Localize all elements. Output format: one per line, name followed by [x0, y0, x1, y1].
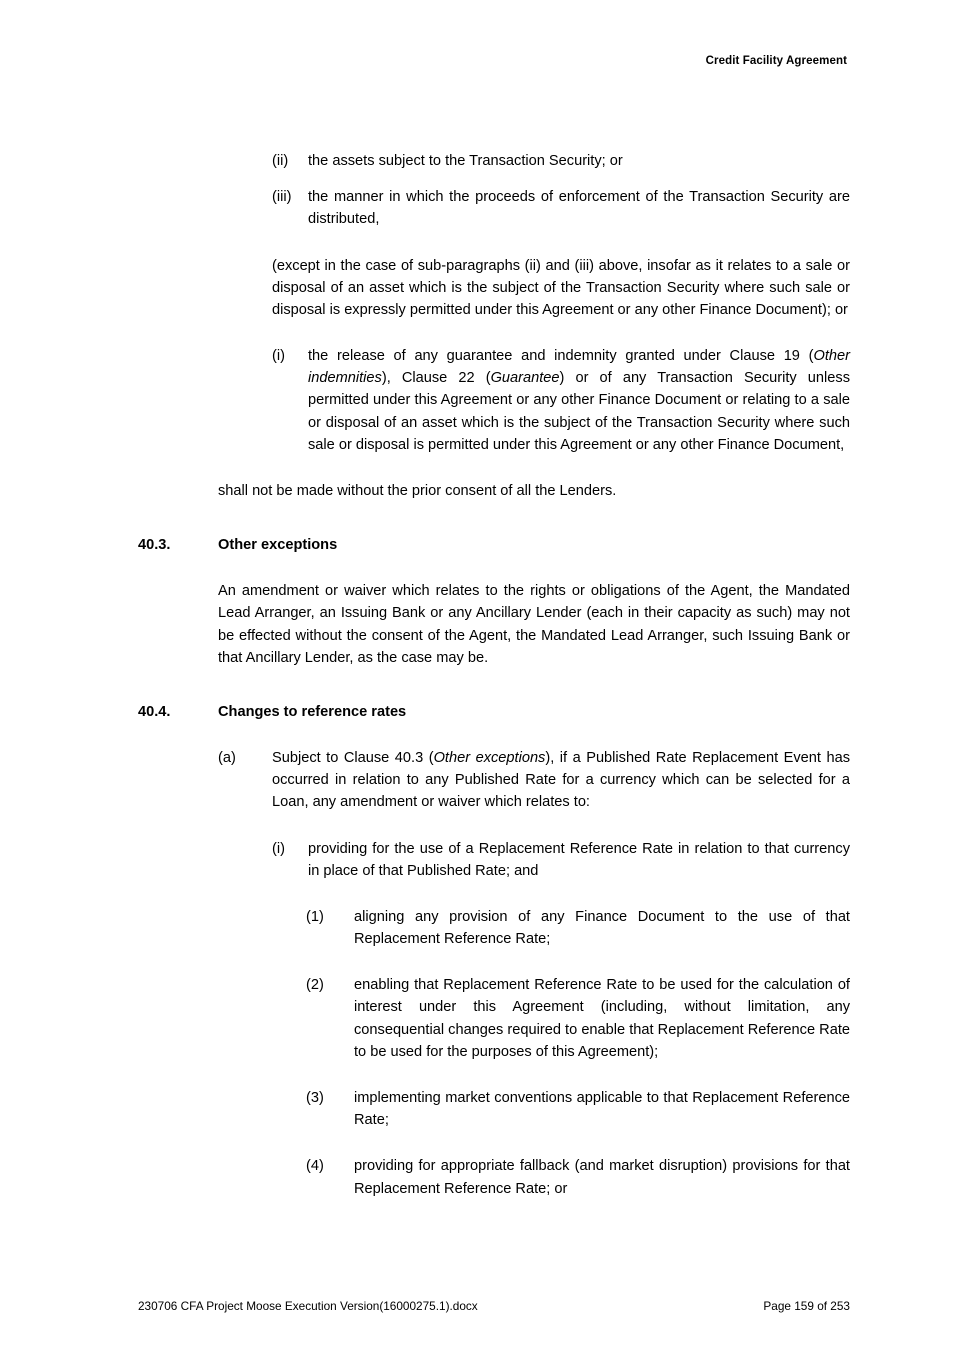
- list-marker: (i): [272, 840, 285, 857]
- list-item: [272, 150, 850, 172]
- clause-title: Other exceptions: [218, 537, 338, 554]
- list-item: [272, 345, 850, 456]
- text-part: ), Clause 22 (: [381, 370, 491, 387]
- list-text: implementing market conventions applicable to that Replacement Reference Rate;: [354, 1089, 850, 1129]
- clause-title: Changes to reference rates: [218, 703, 407, 720]
- clause-heading-40-4: [138, 701, 850, 723]
- list-item: [306, 1087, 850, 1131]
- italic-reference: Other indemnities: [308, 348, 850, 387]
- paragraph-shall-not: shall not be made without the prior consent of all the Lenders.: [218, 482, 617, 499]
- list-item: [306, 974, 850, 1063]
- text-part: ), if a Published Rate Replacement Event has occurred in relation to any Published Rate for a currency which can be selected for a Loan, any amendment or waiver which relates to:: [272, 750, 850, 811]
- list-text: aligning any provision of any Finance Document to the use of that Replacement Reference Rate;: [354, 908, 850, 948]
- list-marker: (iii): [272, 189, 292, 206]
- footer-page-number: Page 159 of 253: [763, 1299, 850, 1313]
- text-part: ) or of any Transaction Security unless permitted under this Agreement or any other Finance Document or relating to a sale or disposal of an asset which is the subject of the Transaction Security where such sale or disposal is permitted under this Agreement or any other Finance Document,: [308, 370, 850, 453]
- list-text: [272, 747, 850, 814]
- list-text: the assets subject to the Transaction Security; or: [308, 153, 623, 169]
- list-item: [272, 838, 850, 882]
- list-text: providing for appropriate fallback (and market disruption) provisions for that Replacement Reference Rate; or: [354, 1158, 850, 1197]
- list-marker: (3): [306, 1089, 324, 1106]
- list-item: [306, 906, 850, 950]
- list-marker: (a): [218, 750, 236, 767]
- list-text: [308, 345, 850, 456]
- document-footer: [138, 1299, 850, 1313]
- list-marker: (2): [306, 977, 324, 994]
- italic-reference: Guarantee: [490, 370, 560, 387]
- list-text: providing for the use of a Replacement Reference Rate in relation to that currency in place of that Published Rate; and: [308, 840, 850, 879]
- list-item: [272, 186, 850, 230]
- footer-filename: 230706 CFA Project Moose Execution Version(16000275.1).docx: [138, 1299, 478, 1313]
- italic-reference: Other exceptions: [433, 750, 546, 767]
- list-text: enabling that Replacement Reference Rate to be used for the calculation of interest under this Agreement (including, without limitation, any consequential changes required to enable that Replacement Reference Rate to be used for the purposes of this Agreement);: [354, 977, 850, 1060]
- list-marker: (1): [306, 908, 324, 925]
- paragraph-40-3: An amendment or waiver which relates to the rights or obligations of the Agent, the Mandated Lead Arranger, an Issuing Bank or any Ancillary Lender (each in their capacity as such) may not be effected without the consent of the Agent, the Mandated Lead Arranger, such Issuing Bank or that Ancillary Lender, as the case may be.: [218, 583, 850, 666]
- list-item: [306, 1155, 850, 1199]
- document-header: Credit Facility Agreement: [705, 55, 847, 67]
- list-item: [218, 747, 850, 814]
- text-part: the release of any guarantee and indemnity granted under Clause 19 (: [308, 348, 814, 365]
- paragraph-except: (except in the case of sub-paragraphs (ii) and (iii) above, insofar as it relates to a sale or disposal of an asset which is the subject of the Transaction Security where such sale or disposal is expressly permitted under this Agreement or any other Finance Document); or: [272, 257, 850, 318]
- list-marker: (4): [306, 1158, 324, 1175]
- list-text: the manner in which the proceeds of enforcement of the Transaction Security are distributed,: [308, 189, 850, 228]
- list-marker: (ii): [272, 153, 289, 169]
- list-marker: (i): [272, 348, 285, 365]
- clause-number: 40.4.: [138, 703, 171, 720]
- text-part: Subject to Clause 40.3 (: [272, 750, 434, 767]
- document-body: [138, 150, 850, 1214]
- clause-heading-40-3: [138, 534, 850, 556]
- clause-number: 40.3.: [138, 537, 171, 554]
